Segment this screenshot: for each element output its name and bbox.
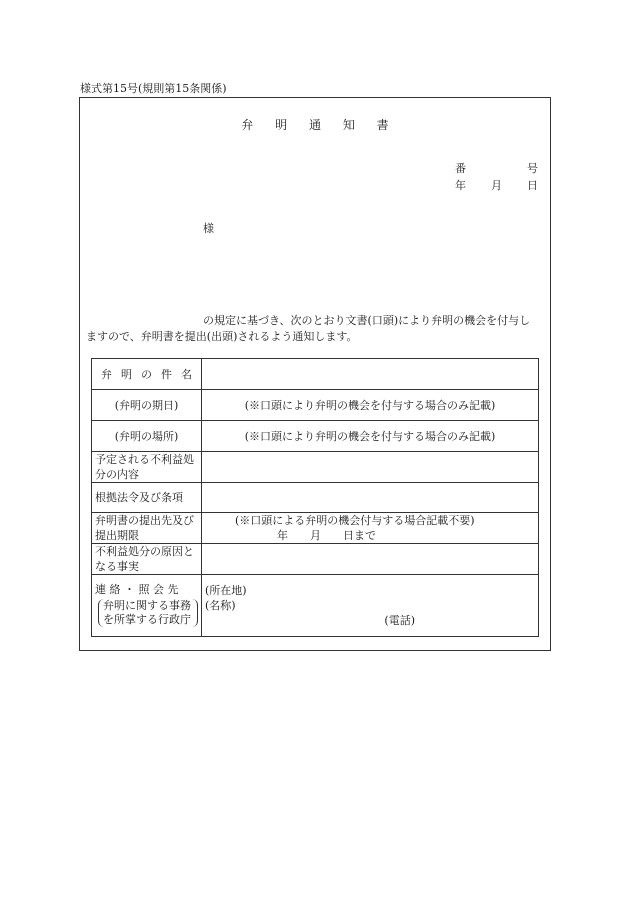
notice-detail-table [91, 358, 539, 637]
label-hearing-place: (弁明の場所) [92, 421, 202, 452]
date-month: 月 [491, 179, 502, 192]
label-cause-facts: 不利益処分の原因となる事実 [92, 544, 202, 575]
submission-deadline: 年 月 日まで [277, 529, 376, 542]
contact-location: (所在地) [205, 584, 247, 597]
contact-name: (名称) [205, 599, 236, 612]
date-day: 日 [527, 179, 538, 192]
value-hearing-date: (※口頭により弁明の機会を付与する場合のみ記載) [202, 390, 539, 421]
title-char: 通 [308, 118, 321, 132]
document-title [0, 116, 630, 133]
table-row [92, 359, 539, 390]
number-suffix: 号 [527, 162, 538, 175]
body-text-line-2: ますので、弁明書を提出(出頭)されるよう通知します。 [86, 330, 358, 343]
submission-note: (※口頭による弁明の機会付与する場合記載不要) [235, 514, 475, 527]
body-text-line-1: の規定に基づき、次のとおり文書(口頭)により弁明の機会を付与し [203, 314, 531, 327]
value-legal-basis [202, 483, 539, 513]
value-case-name [202, 359, 539, 390]
label-legal-basis: 根拠法令及び条項 [92, 483, 202, 513]
date-year: 年 [455, 179, 466, 192]
value-submission [202, 513, 539, 544]
label-char: 明 [121, 367, 132, 381]
label-char: 件 [161, 367, 172, 381]
table-row [92, 483, 539, 513]
table-row [92, 390, 539, 421]
label-char: 名 [181, 367, 192, 381]
label-planned-disposition: 予定される不利益処分の内容 [92, 452, 202, 483]
value-contact [202, 575, 539, 637]
label-char: 弁 [101, 367, 112, 381]
document-number-row [455, 160, 538, 176]
contact-label: 連 絡 ・ 照 会 先 [95, 583, 179, 596]
form-number-label: 様式第15号(規則第15条関係) [80, 82, 227, 95]
title-char: 書 [376, 118, 389, 132]
label-submission: 弁明書の提出先及び提出期限 [92, 513, 202, 544]
contact-label-note: 弁明に関する事務を所掌する行政庁 [98, 599, 198, 627]
table-row [92, 544, 539, 575]
title-char: 弁 [241, 118, 254, 132]
table-row [92, 421, 539, 452]
table-row [92, 513, 539, 544]
label-char: の [141, 367, 152, 381]
value-cause-facts [202, 544, 539, 575]
contact-tel: (電話) [384, 614, 415, 627]
document-date-row [455, 177, 538, 193]
number-label: 番 [455, 162, 466, 175]
label-hearing-date: (弁明の期日) [92, 390, 202, 421]
value-planned-disposition [202, 452, 539, 483]
label-contact [92, 575, 202, 637]
value-hearing-place: (※口頭により弁明の機会を付与する場合のみ記載) [202, 421, 539, 452]
title-char: 知 [342, 118, 355, 132]
label-case-name [92, 359, 202, 390]
table-row [92, 452, 539, 483]
addressee-honorific: 様 [203, 222, 214, 235]
table-row [92, 575, 539, 637]
title-char: 明 [275, 118, 288, 132]
